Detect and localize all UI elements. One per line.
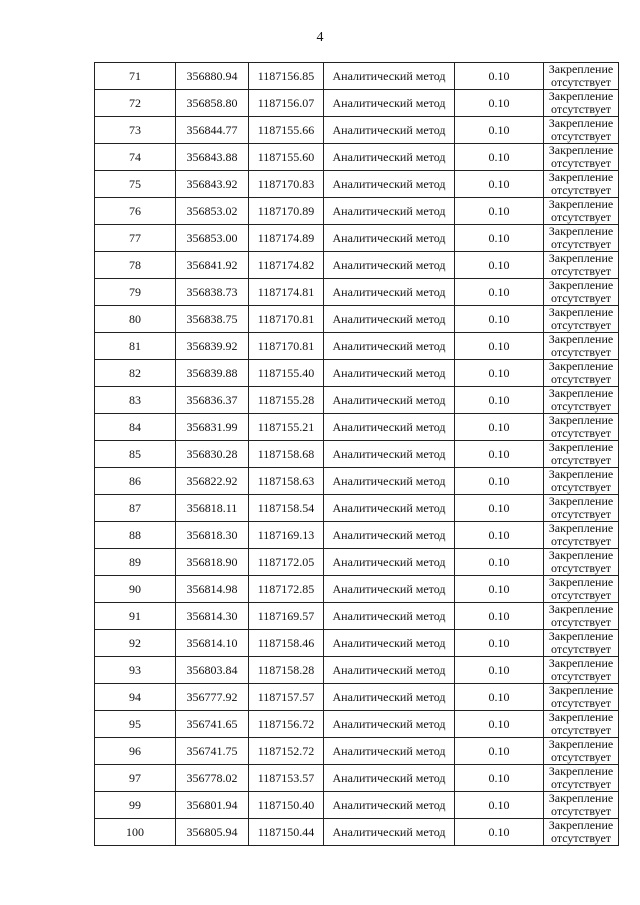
y-coordinate-cell: 1187157.57 bbox=[249, 684, 324, 711]
precision-cell: 0.10 bbox=[455, 576, 544, 603]
precision-cell: 0.10 bbox=[455, 90, 544, 117]
table-row bbox=[95, 684, 619, 711]
point-number-cell: 91 bbox=[95, 603, 176, 630]
method-cell: Аналитический метод bbox=[324, 144, 455, 171]
method-cell: Аналитический метод bbox=[324, 522, 455, 549]
precision-cell: 0.10 bbox=[455, 495, 544, 522]
fixing-cell: Закрепление отсутствует bbox=[544, 63, 619, 90]
fixing-cell: Закрепление отсутствует bbox=[544, 441, 619, 468]
method-cell: Аналитический метод bbox=[324, 252, 455, 279]
x-coordinate-cell: 356853.02 bbox=[176, 198, 249, 225]
fixing-cell: Закрепление отсутствует bbox=[544, 198, 619, 225]
x-coordinate-cell: 356843.92 bbox=[176, 171, 249, 198]
fixing-cell: Закрепление отсутствует bbox=[544, 522, 619, 549]
method-cell: Аналитический метод bbox=[324, 738, 455, 765]
point-number-cell: 90 bbox=[95, 576, 176, 603]
method-cell: Аналитический метод bbox=[324, 225, 455, 252]
method-cell: Аналитический метод bbox=[324, 360, 455, 387]
fixing-cell: Закрепление отсутствует bbox=[544, 495, 619, 522]
y-coordinate-cell: 1187155.60 bbox=[249, 144, 324, 171]
table-row bbox=[95, 306, 619, 333]
x-coordinate-cell: 356838.73 bbox=[176, 279, 249, 306]
point-number-cell: 99 bbox=[95, 792, 176, 819]
method-cell: Аналитический метод bbox=[324, 306, 455, 333]
point-number-cell: 74 bbox=[95, 144, 176, 171]
table-row bbox=[95, 333, 619, 360]
fixing-cell: Закрепление отсутствует bbox=[544, 306, 619, 333]
precision-cell: 0.10 bbox=[455, 387, 544, 414]
table-row bbox=[95, 657, 619, 684]
point-number-cell: 76 bbox=[95, 198, 176, 225]
table-row bbox=[95, 630, 619, 657]
y-coordinate-cell: 1187150.44 bbox=[249, 819, 324, 846]
y-coordinate-cell: 1187158.63 bbox=[249, 468, 324, 495]
fixing-cell: Закрепление отсутствует bbox=[544, 684, 619, 711]
method-cell: Аналитический метод bbox=[324, 279, 455, 306]
precision-cell: 0.10 bbox=[455, 198, 544, 225]
table-row bbox=[95, 117, 619, 144]
point-number-cell: 75 bbox=[95, 171, 176, 198]
x-coordinate-cell: 356741.75 bbox=[176, 738, 249, 765]
precision-cell: 0.10 bbox=[455, 360, 544, 387]
table-row bbox=[95, 495, 619, 522]
point-number-cell: 85 bbox=[95, 441, 176, 468]
fixing-cell: Закрепление отсутствует bbox=[544, 225, 619, 252]
point-number-cell: 96 bbox=[95, 738, 176, 765]
x-coordinate-cell: 356822.92 bbox=[176, 468, 249, 495]
table-row bbox=[95, 765, 619, 792]
fixing-cell: Закрепление отсутствует bbox=[544, 468, 619, 495]
y-coordinate-cell: 1187174.82 bbox=[249, 252, 324, 279]
method-cell: Аналитический метод bbox=[324, 711, 455, 738]
method-cell: Аналитический метод bbox=[324, 576, 455, 603]
x-coordinate-cell: 356843.88 bbox=[176, 144, 249, 171]
table-row bbox=[95, 738, 619, 765]
y-coordinate-cell: 1187153.57 bbox=[249, 765, 324, 792]
precision-cell: 0.10 bbox=[455, 711, 544, 738]
y-coordinate-cell: 1187158.54 bbox=[249, 495, 324, 522]
point-number-cell: 80 bbox=[95, 306, 176, 333]
x-coordinate-cell: 356814.10 bbox=[176, 630, 249, 657]
point-number-cell: 81 bbox=[95, 333, 176, 360]
x-coordinate-cell: 356777.92 bbox=[176, 684, 249, 711]
y-coordinate-cell: 1187156.07 bbox=[249, 90, 324, 117]
precision-cell: 0.10 bbox=[455, 603, 544, 630]
coordinates-table-body bbox=[95, 63, 619, 846]
method-cell: Аналитический метод bbox=[324, 63, 455, 90]
y-coordinate-cell: 1187169.57 bbox=[249, 603, 324, 630]
precision-cell: 0.10 bbox=[455, 225, 544, 252]
fixing-cell: Закрепление отсутствует bbox=[544, 603, 619, 630]
table-row bbox=[95, 279, 619, 306]
method-cell: Аналитический метод bbox=[324, 819, 455, 846]
y-coordinate-cell: 1187174.89 bbox=[249, 225, 324, 252]
table-row bbox=[95, 144, 619, 171]
y-coordinate-cell: 1187152.72 bbox=[249, 738, 324, 765]
x-coordinate-cell: 356880.94 bbox=[176, 63, 249, 90]
y-coordinate-cell: 1187158.28 bbox=[249, 657, 324, 684]
x-coordinate-cell: 356814.98 bbox=[176, 576, 249, 603]
table-row bbox=[95, 603, 619, 630]
precision-cell: 0.10 bbox=[455, 144, 544, 171]
method-cell: Аналитический метод bbox=[324, 684, 455, 711]
y-coordinate-cell: 1187158.46 bbox=[249, 630, 324, 657]
fixing-cell: Закрепление отсутствует bbox=[544, 576, 619, 603]
fixing-cell: Закрепление отсутствует bbox=[544, 549, 619, 576]
table-row bbox=[95, 198, 619, 225]
fixing-cell: Закрепление отсутствует bbox=[544, 792, 619, 819]
x-coordinate-cell: 356818.90 bbox=[176, 549, 249, 576]
method-cell: Аналитический метод bbox=[324, 603, 455, 630]
fixing-cell: Закрепление отсутствует bbox=[544, 90, 619, 117]
x-coordinate-cell: 356831.99 bbox=[176, 414, 249, 441]
x-coordinate-cell: 356801.94 bbox=[176, 792, 249, 819]
precision-cell: 0.10 bbox=[455, 819, 544, 846]
x-coordinate-cell: 356778.02 bbox=[176, 765, 249, 792]
y-coordinate-cell: 1187170.89 bbox=[249, 198, 324, 225]
method-cell: Аналитический метод bbox=[324, 387, 455, 414]
point-number-cell: 71 bbox=[95, 63, 176, 90]
fixing-cell: Закрепление отсутствует bbox=[544, 630, 619, 657]
y-coordinate-cell: 1187155.28 bbox=[249, 387, 324, 414]
x-coordinate-cell: 356814.30 bbox=[176, 603, 249, 630]
precision-cell: 0.10 bbox=[455, 117, 544, 144]
precision-cell: 0.10 bbox=[455, 414, 544, 441]
fixing-cell: Закрепление отсутствует bbox=[544, 711, 619, 738]
method-cell: Аналитический метод bbox=[324, 549, 455, 576]
point-number-cell: 82 bbox=[95, 360, 176, 387]
y-coordinate-cell: 1187156.72 bbox=[249, 711, 324, 738]
point-number-cell: 94 bbox=[95, 684, 176, 711]
point-number-cell: 93 bbox=[95, 657, 176, 684]
y-coordinate-cell: 1187156.85 bbox=[249, 63, 324, 90]
fixing-cell: Закрепление отсутствует bbox=[544, 657, 619, 684]
table-row bbox=[95, 360, 619, 387]
table-row bbox=[95, 468, 619, 495]
method-cell: Аналитический метод bbox=[324, 90, 455, 117]
point-number-cell: 84 bbox=[95, 414, 176, 441]
y-coordinate-cell: 1187170.83 bbox=[249, 171, 324, 198]
point-number-cell: 78 bbox=[95, 252, 176, 279]
table-row bbox=[95, 63, 619, 90]
point-number-cell: 95 bbox=[95, 711, 176, 738]
x-coordinate-cell: 356741.65 bbox=[176, 711, 249, 738]
precision-cell: 0.10 bbox=[455, 630, 544, 657]
point-number-cell: 79 bbox=[95, 279, 176, 306]
y-coordinate-cell: 1187170.81 bbox=[249, 333, 324, 360]
y-coordinate-cell: 1187158.68 bbox=[249, 441, 324, 468]
y-coordinate-cell: 1187174.81 bbox=[249, 279, 324, 306]
point-number-cell: 87 bbox=[95, 495, 176, 522]
precision-cell: 0.10 bbox=[455, 441, 544, 468]
point-number-cell: 100 bbox=[95, 819, 176, 846]
precision-cell: 0.10 bbox=[455, 738, 544, 765]
table-row bbox=[95, 549, 619, 576]
y-coordinate-cell: 1187169.13 bbox=[249, 522, 324, 549]
precision-cell: 0.10 bbox=[455, 684, 544, 711]
point-number-cell: 89 bbox=[95, 549, 176, 576]
table-row bbox=[95, 414, 619, 441]
precision-cell: 0.10 bbox=[455, 657, 544, 684]
method-cell: Аналитический метод bbox=[324, 468, 455, 495]
method-cell: Аналитический метод bbox=[324, 657, 455, 684]
precision-cell: 0.10 bbox=[455, 522, 544, 549]
table-row bbox=[95, 711, 619, 738]
point-number-cell: 88 bbox=[95, 522, 176, 549]
coordinates-table bbox=[94, 62, 619, 846]
x-coordinate-cell: 356844.77 bbox=[176, 117, 249, 144]
y-coordinate-cell: 1187155.21 bbox=[249, 414, 324, 441]
precision-cell: 0.10 bbox=[455, 252, 544, 279]
x-coordinate-cell: 356838.75 bbox=[176, 306, 249, 333]
x-coordinate-cell: 356853.00 bbox=[176, 225, 249, 252]
method-cell: Аналитический метод bbox=[324, 765, 455, 792]
fixing-cell: Закрепление отсутствует bbox=[544, 414, 619, 441]
x-coordinate-cell: 356805.94 bbox=[176, 819, 249, 846]
fixing-cell: Закрепление отсутствует bbox=[544, 333, 619, 360]
method-cell: Аналитический метод bbox=[324, 171, 455, 198]
page-number: 4 bbox=[316, 30, 324, 45]
fixing-cell: Закрепление отсутствует bbox=[544, 279, 619, 306]
y-coordinate-cell: 1187155.66 bbox=[249, 117, 324, 144]
method-cell: Аналитический метод bbox=[324, 333, 455, 360]
method-cell: Аналитический метод bbox=[324, 630, 455, 657]
point-number-cell: 97 bbox=[95, 765, 176, 792]
y-coordinate-cell: 1187172.05 bbox=[249, 549, 324, 576]
fixing-cell: Закрепление отсутствует bbox=[544, 144, 619, 171]
method-cell: Аналитический метод bbox=[324, 495, 455, 522]
table-row bbox=[95, 441, 619, 468]
point-number-cell: 83 bbox=[95, 387, 176, 414]
fixing-cell: Закрепление отсутствует bbox=[544, 171, 619, 198]
table-row bbox=[95, 252, 619, 279]
y-coordinate-cell: 1187170.81 bbox=[249, 306, 324, 333]
precision-cell: 0.10 bbox=[455, 468, 544, 495]
table-row bbox=[95, 387, 619, 414]
table-row bbox=[95, 522, 619, 549]
fixing-cell: Закрепление отсутствует bbox=[544, 738, 619, 765]
method-cell: Аналитический метод bbox=[324, 198, 455, 225]
y-coordinate-cell: 1187150.40 bbox=[249, 792, 324, 819]
x-coordinate-cell: 356818.11 bbox=[176, 495, 249, 522]
method-cell: Аналитический метод bbox=[324, 414, 455, 441]
point-number-cell: 77 bbox=[95, 225, 176, 252]
point-number-cell: 92 bbox=[95, 630, 176, 657]
fixing-cell: Закрепление отсутствует bbox=[544, 117, 619, 144]
table-row bbox=[95, 819, 619, 846]
table-row bbox=[95, 576, 619, 603]
fixing-cell: Закрепление отсутствует bbox=[544, 360, 619, 387]
method-cell: Аналитический метод bbox=[324, 441, 455, 468]
x-coordinate-cell: 356818.30 bbox=[176, 522, 249, 549]
x-coordinate-cell: 356858.80 bbox=[176, 90, 249, 117]
table-row bbox=[95, 225, 619, 252]
point-number-cell: 86 bbox=[95, 468, 176, 495]
fixing-cell: Закрепление отсутствует bbox=[544, 387, 619, 414]
precision-cell: 0.10 bbox=[455, 63, 544, 90]
x-coordinate-cell: 356839.88 bbox=[176, 360, 249, 387]
x-coordinate-cell: 356830.28 bbox=[176, 441, 249, 468]
precision-cell: 0.10 bbox=[455, 171, 544, 198]
method-cell: Аналитический метод bbox=[324, 117, 455, 144]
precision-cell: 0.10 bbox=[455, 306, 544, 333]
fixing-cell: Закрепление отсутствует bbox=[544, 252, 619, 279]
x-coordinate-cell: 356841.92 bbox=[176, 252, 249, 279]
point-number-cell: 73 bbox=[95, 117, 176, 144]
x-coordinate-cell: 356803.84 bbox=[176, 657, 249, 684]
table-row bbox=[95, 792, 619, 819]
precision-cell: 0.10 bbox=[455, 792, 544, 819]
fixing-cell: Закрепление отсутствует bbox=[544, 765, 619, 792]
table-row bbox=[95, 171, 619, 198]
table-row bbox=[95, 90, 619, 117]
fixing-cell: Закрепление отсутствует bbox=[544, 819, 619, 846]
y-coordinate-cell: 1187172.85 bbox=[249, 576, 324, 603]
precision-cell: 0.10 bbox=[455, 549, 544, 576]
y-coordinate-cell: 1187155.40 bbox=[249, 360, 324, 387]
precision-cell: 0.10 bbox=[455, 765, 544, 792]
x-coordinate-cell: 356836.37 bbox=[176, 387, 249, 414]
point-number-cell: 72 bbox=[95, 90, 176, 117]
precision-cell: 0.10 bbox=[455, 279, 544, 306]
x-coordinate-cell: 356839.92 bbox=[176, 333, 249, 360]
precision-cell: 0.10 bbox=[455, 333, 544, 360]
method-cell: Аналитический метод bbox=[324, 792, 455, 819]
